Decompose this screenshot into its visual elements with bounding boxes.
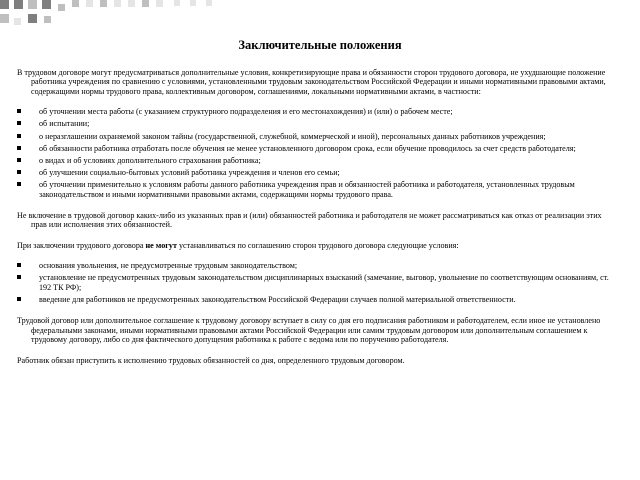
start-work-paragraph: Работник обязан приступить к исполнению трудовых обязанностей со дня, определенного трудовым договором. [17, 355, 405, 365]
deco-square [128, 0, 135, 7]
deco-square [44, 16, 51, 23]
additional-conditions-list [17, 107, 617, 199]
deco-square [28, 0, 37, 9]
prohibited-conditions-paragraph: При заключении трудового договора не могут устанавливаться по соглашению сторон трудового договора следующие условия: [17, 240, 459, 250]
deco-square [114, 0, 121, 7]
deco-square [14, 18, 21, 25]
deco-square [142, 0, 149, 7]
slide-body [17, 68, 617, 365]
bullet-icon [17, 121, 21, 125]
list-item: установление не предусмотренных трудовым законодательством дисциплинарных взысканий (замечание, выговор, увольнение по соответствующим основаниям, ст. 192 ТК РФ); [17, 273, 617, 292]
list-item: о видах и об условиях дополнительного страхования работника; [17, 156, 617, 165]
deco-square [156, 0, 163, 7]
deco-square [58, 4, 65, 11]
deco-square [190, 0, 196, 6]
bullet-icon [17, 170, 21, 174]
list-item: о неразглашении охраняемой законом тайны (государственной, служебной, коммерческой и иной), персональных данных работников учреждения; [17, 132, 617, 141]
list-item: введение для работников не предусмотренных законодательством Российской Федерации случаев полной материальной ответственности. [17, 295, 617, 304]
deco-square [86, 0, 93, 7]
deco-square [100, 0, 107, 7]
bullet-icon [17, 134, 21, 138]
deco-square [14, 0, 23, 9]
prohibited-conditions-list [17, 261, 617, 304]
list-item: об уточнении применительно к условиям работы данного работника учреждения прав и обязанностей работника и работодателя, установленных трудовым законодательством и иными нормативными правовыми актами, содержащими нормы трудового права. [17, 180, 617, 199]
deco-square [0, 0, 9, 9]
list-item: об обязанности работника отработать после обучения не менее установленного договором срока, если обучение проводилось за счет средств работодателя; [17, 144, 617, 153]
list-item: об уточнении места работы (с указанием структурного подразделения и его местонахождения) и (или) о рабочем месте; [17, 107, 617, 116]
deco-square [72, 0, 79, 7]
bullet-icon [17, 297, 21, 301]
bullet-icon [17, 109, 21, 113]
bullet-icon [17, 146, 21, 150]
decorative-square-pattern [0, 0, 640, 30]
bullet-icon [17, 158, 21, 162]
deco-square [28, 14, 37, 23]
list-item: об улучшении социально-бытовых условий работника учреждения и членов его семьи; [17, 168, 617, 177]
deco-square [174, 0, 180, 6]
bullet-icon [17, 182, 21, 186]
non-inclusion-paragraph: Не включение в трудовой договор каких-либо из указанных прав и (или) обязанностей работника и работодателя не может рассматриваться как отказ от реализации этих прав или исполнения этих обязанностей. [17, 211, 602, 230]
deco-square [42, 0, 51, 9]
deco-square [206, 0, 212, 6]
bullet-icon [17, 263, 21, 267]
deco-square [0, 14, 9, 23]
slide-title: Заключительные положения [238, 38, 402, 52]
intro-paragraph: В трудовом договоре могут предусматриваться дополнительные условия, конкретизирующие права и обязанности сторон трудового договора, не ухудшающие положение работника учреждения по сравнению с условиями, установленными трудовым законодательством Российской Федерации и иными нормативными правовыми актами, содержащими нормы трудового права, коллективным договором, соглашениями, локальными нормативными актами, в частности: [17, 68, 606, 96]
list-item: об испытании; [17, 119, 617, 128]
bullet-icon [17, 275, 21, 279]
entry-into-force-paragraph: Трудовой договор или дополнительное соглашение к трудовому договору вступает в силу со дня его подписания работником и работодателем, если иное не установлено федеральными законами, иными нормативными правовыми актами Российской Федерации или самим трудовым договором или дополнительным соглашением к трудовому договору, либо со дня фактического допущения работника к работе с ведома или по поручению работодателя. [17, 316, 601, 345]
list-item: основания увольнения, не предусмотренные трудовым законодательством; [17, 261, 617, 270]
emphasis-text: не могут [145, 240, 177, 250]
